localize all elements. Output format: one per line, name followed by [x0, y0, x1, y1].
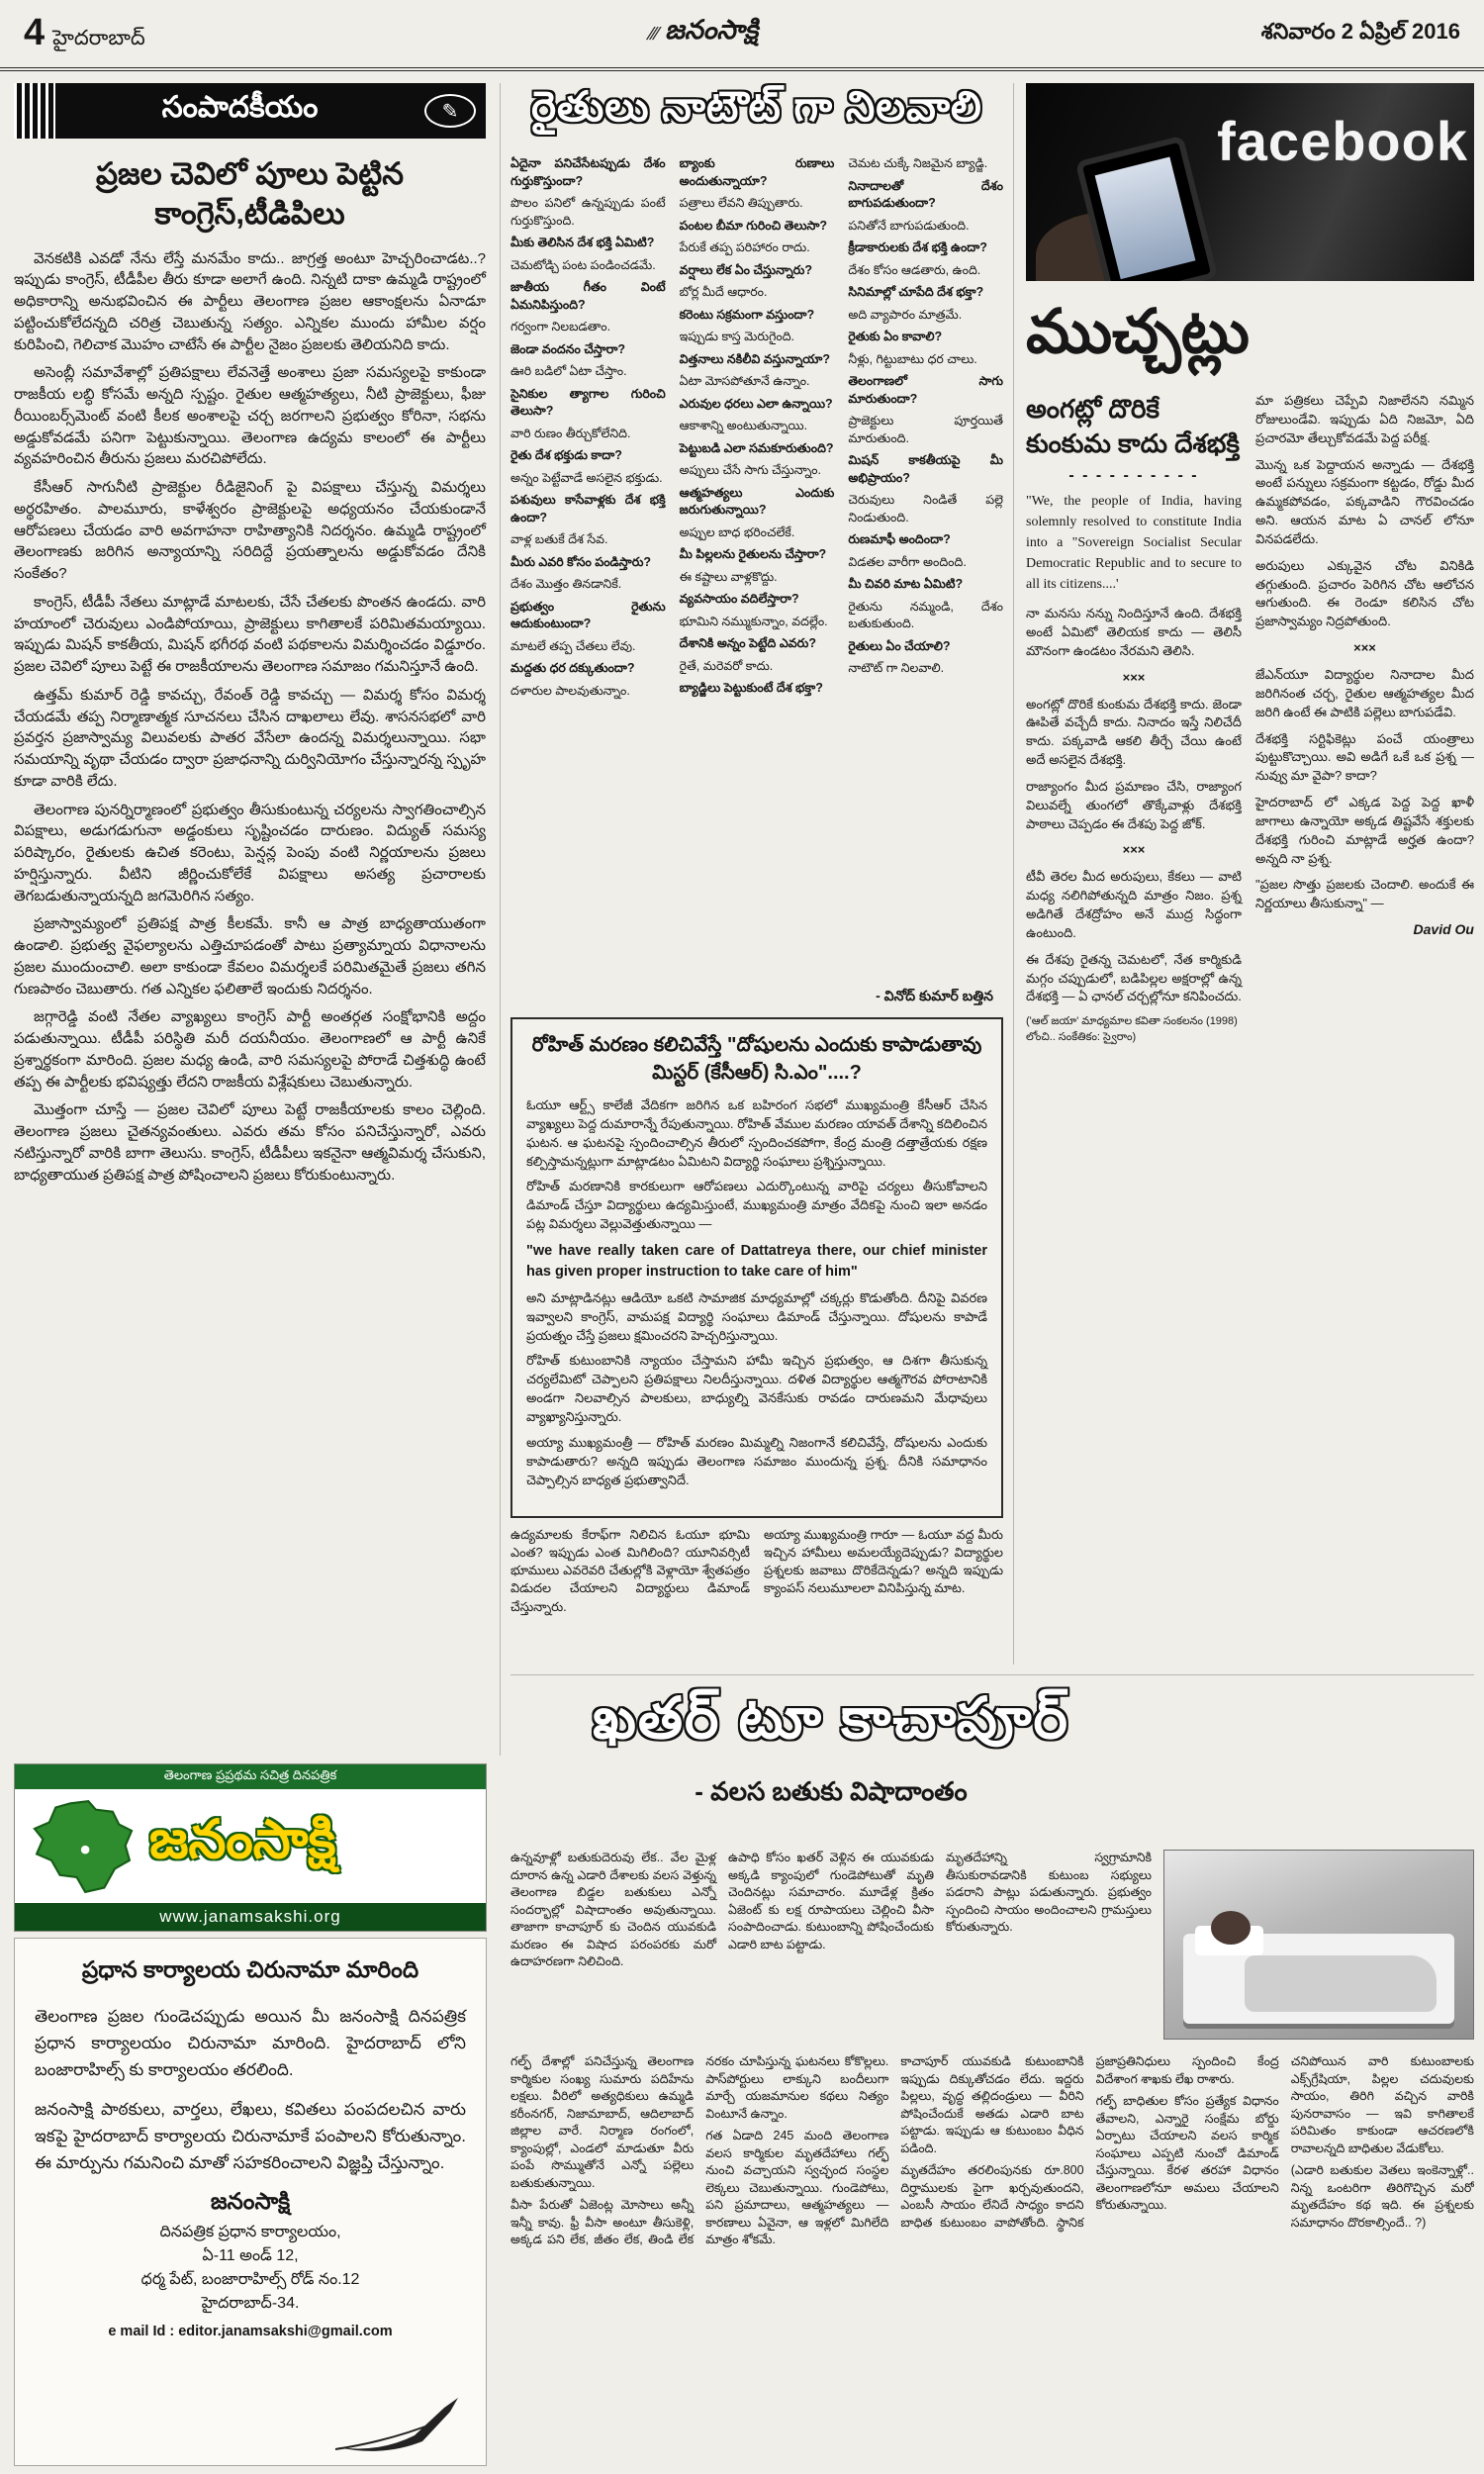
muchatlu-headline: ముచ్చట్లు [1026, 298, 1250, 366]
paragraph: పంటల బీమా గురించి తెలుసా? [679, 218, 828, 233]
paragraph: ××× [1353, 640, 1376, 656]
paragraph: హైదరాబాద్-34. [201, 2295, 300, 2313]
khatar-headline: ఖతర్ టూ కాచాపూర్ [593, 1686, 1069, 1751]
paragraph: జేఎన్‌యూ విద్యార్థుల నినాదాల మీద జరిగినంత చర్చ, రైతుల ఆత్మహత్యల మీద జరిగి ఉంటే ఈ పాటికి పల్లెలు బాగుపడేవి. [1255, 666, 1474, 719]
paragraph: ప్రాజెక్టులు పూర్తయితే మారుతుంది. [848, 414, 1003, 445]
paragraph: ధర్మ పేట్, బంజారాహిల్స్ రోడ్ నం.12 [140, 2271, 360, 2289]
paragraph: అంగట్లో దొరికే కుంకుమ దేశభక్తి కాదు. జెండా ఊపితే వచ్చేదీ కాదు. నినాదం ఇస్తే నిలిచేదీ కాదు. పక్కవాడి ఆకలి తీర్చే చేయి ఉంటే అదే అసలైన దేశభక్తి. [1026, 696, 1242, 768]
paragraph: దళారుల పాలవుతున్నాం. [510, 683, 630, 698]
muchatlu-column [1013, 83, 1474, 1665]
editorial-body [14, 248, 486, 1187]
page-edition [24, 12, 145, 55]
paragraph: సైనికుల త్యాగాల గురించి తెలుసా? [510, 386, 666, 418]
ad-logo-row [15, 1789, 486, 1903]
rohith-title: రోహిత్ మరణం కలిచివేస్తే "దోషులను ఎందుకు కాపాడుతావు మిస్టర్ (కేసీఆర్) సి.ఎం"....? [531, 1034, 982, 1084]
paragraph: దేశం కోసం ఆడతారు, ఉంది. [848, 262, 981, 277]
paragraph: విడతల వారీగా అందింది. [848, 554, 967, 569]
paragraph: వారి రుణం తీర్చుకోలేనిది. [510, 426, 631, 440]
paragraph: రోహిత్ మరణానికి కారకులుగా ఆరోపణలు ఎదుర్కొంటున్న వారిపై చర్యలు తీసుకోవాలని డిమాండ్ చేస్తూ విద్యార్థులు ఉద్యమిస్తుంటే, ముఖ్యమంత్రి మాత్రం వేదికపై నుంచి ఇలా అనడం పట్ల విమర్శలు వెల్లువెత్తుతున్నాయి — [526, 1179, 987, 1232]
paragraph: క్రీడాకారులకు దేశ భక్తి ఉందా? [848, 240, 987, 254]
paragraph: పెట్టుబడి ఎలా సమకూరుతుంది? [679, 440, 834, 455]
page-number: 4 [24, 12, 46, 53]
paragraph: బ్యాడ్జిలు పెట్టుకుంటే దేశ భక్తా? [679, 681, 823, 695]
paragraph: మిషన్ కాకతీయపై మీ అభిప్రాయం? [848, 453, 1003, 485]
paragraph: కాచాపూర్ యువకుడి కుటుంబానికి ఇప్పుడు దిక్కుతోచడం లేదు. ఇద్దరు పిల్లలు, వృద్ధ తల్లిదండ్రులు — వీరిని పోషించేందుకే అతడు ఎడారి బాట పట్టాడు. ఇప్పుడు ఆ కుటుంబం వీధిన పడింది. [900, 2054, 1084, 2155]
paragraph: అరుపులు ఎక్కువైన చోట వినికిడి తగ్గుతుంది. ప్రచారం పెరిగిన చోట ఆలోచన ఆగుతుంది. ఈ రెండూ కలిసిన చోట ప్రజాస్వామ్యం నిద్రపోతుంది. [1255, 557, 1474, 629]
ad-tagline: తెలంగాణ ప్రప్రథమ సచిత్ర దినపత్రిక [15, 1764, 486, 1789]
rohith-body-before [526, 1096, 987, 1234]
muchatlu-subhead: అంగట్లో దొరికే కుంకుమ కాదు దేశభక్తి [1026, 394, 1240, 459]
paragraph: టీవీ తెరల మీద అరుపులు, కేకలు — వాటి మధ్య నలిగిపోతున్నది మాత్రం నిజం. ప్రశ్న అడిగితే దేశద్రోహం అనే ముద్ర సిద్ధంగా ఉంటుంది. [1026, 869, 1242, 940]
fountain-pen-icon [329, 2392, 468, 2455]
editor-email[interactable]: e mail Id : editor.janamsakshi@gmail.com [108, 2324, 393, 2340]
paragraph: అసెంబ్లీ సమావేశాల్లో ప్రతిపక్షాలు లేవనెత్తే అంశాలు ప్రజా సమస్యలపై కాకుండా రాజకీయ లబ్ధి కోసమే అన్నది స్పష్టం. రైతుల ఆత్మహత్యలు, నీటి ప్రాజెక్టులు, ఫీజు రీయింబర్స్‌మెంట్ వంటి కీలక అంశాలపై చర్చ జరగాలని ప్రభుత్వం కోరినా, సభను అడ్డుకోవడమే పనిగా పెట్టుకున్నాయి. తెలంగాణ ఉద్యమ కాలంలో ఈ పార్టీలు వ్యవహరించిన తీరును ప్రజలు మరచిపోలేదు. [14, 364, 486, 468]
paragraph: రాజ్యాంగం మీద ప్రమాణం చేసి, రాజ్యాంగ విలువల్నే తుంగలో తొక్కేవాళ్లు దేశభక్తి పాఠాలు చెప్పడం ఈ దేశపు పెద్ద జోక్. [1026, 778, 1242, 831]
paragraph: ప్రజాస్వామ్యంలో ప్రతిపక్ష పాత్ర కీలకమే. కానీ ఆ పాత్ర బాధ్యతాయుతంగా ఉండాలి. ప్రభుత్వ వైఫల్యాలను ఎత్తిచూపడంతో పాటు ప్రత్యామ్నాయ విధానాలను ప్రజల ముందుంచాలి. అలా కాకుండా కేవలం విమర్శలకే పరిమితమైతే ప్రజలు తగిన గుణపాఠం చెబుతారు. గత ఎన్నికల ఫలితాలే ఇందుకు నిదర్శనం. [14, 915, 486, 998]
paragraph: రోహిత్ కుటుంబానికి న్యాయం చేస్తామని హామీ ఇచ్చిన ప్రభుత్వం, ఆ దిశగా తీసుకున్న చర్యలేమిటో చెప్పాలని ప్రతిపక్షాలు నిలదీస్తున్నాయి. దళిత విద్యార్థుల ఆత్మగౌరవ పోరాటానికి అండగా నిలవాల్సిన పాలకులు, బాధ్యుల్ని వెనకేసుకు రావడం దారుణమని మేధావులు వ్యాఖ్యానిస్తున్నారు. [526, 1353, 987, 1424]
page-header [0, 0, 1484, 71]
paragraph: వెనకటికి ఎవడో నేను లేస్తే మనమేం కాదు.. జాగ్రత్త అంటూ హెచ్చరించాడట..? ఇప్పుడు కాంగ్రెస్, టీడీపీల తీరు కూడా అలాగే ఉంది. నిన్నటి దాకా ఉమ్మడి రాష్ట్రంలో అధికారాన్ని అనుభవించిన ఈ పార్టీలు తెలంగాణ ప్రజల ఆకాంక్షలను ఏనాడూ పట్టించుకోలేదన్నది చరిత్ర చెబుతున్న సత్యం. ఎన్నికల ముందు హామీల వర్షం కురిపించి, గెలిచాక మొహం చాటేసే ఈ పార్టీల నైజం ప్రజలకు తెలియనిది కాదు. [14, 249, 486, 353]
muchatlu-left-footer: ('ఆల్ జయా' మాధ్యమాల కవితా సంకలనం (1998) లోంచి.. సంకేతికం: స్వైరాం) [1026, 1015, 1238, 1043]
phone-screen-shape [1095, 156, 1196, 279]
khatar-subtitle: - వలస బతుకు విషాదాంతం [695, 1776, 968, 1806]
edition-name: హైదరాబాద్ [52, 27, 145, 49]
farmers-headline: రైతులు నాటౌట్ గా నిలవాలి [531, 83, 982, 130]
blanket-shape [1245, 1955, 1436, 2012]
masthead-flourish-icon: /// [644, 23, 661, 44]
paragraph: కేసీఆర్ సాగునీటి ప్రాజెక్టుల రీడిజైనింగ్ పై విపక్షాలు చేస్తున్న విమర్శలు అర్థరహితం. పాలమూరు, కాళేశ్వరం ప్రాజెక్టులపై అధ్యయనం చేయకుండానే ఆరోపణలు చేయడం వారి అవగాహనా రాహిత్యానికి నిదర్శనం. ఉమ్మడి రాష్ట్రంలో తెలంగాణకు జరిగిన అన్యాయాన్ని సరిదిద్దే ప్రయత్నాలను అడ్డుకోవడం దేనికి సంకేతం? [14, 479, 486, 583]
muchatlu-columns [1026, 392, 1474, 1045]
paragraph: మీకు తెలిసిన దేశ భక్తి ఏమిటి? [510, 236, 655, 249]
paragraph: మీ పిల్లలను రైతులను చేస్తారా? [679, 547, 827, 561]
paragraph: నా మనసు నన్ను నిందిస్తూనే ఉంది. దేశభక్తి అంటే ఏమిటో తెలియక కాదు — తెలిసీ మౌనంగా ఉండటం నేరమని తెలిసి. [1026, 606, 1242, 658]
address-lines [35, 2221, 466, 2316]
paragraph: ఏ-11 అండ్ 12, [202, 2247, 299, 2265]
paragraph: నినాదాలతో దేశం బాగుపడుతుందా? [848, 178, 1003, 210]
paragraph: చనిపోయిన వారి కుటుంబాలకు ఎక్స్‌గ్రేషియా, పిల్లల చదువులకు సాయం, తిరిగి వచ్చిన వారికి పునరావాసం — ఇవి కాగితాలకే పరిమితం కాకుండా ఆచరణలోకి రావాలన్నది బాధితుల వేడుకోలు. [1290, 2054, 1474, 2155]
muchatlu-left-body [1026, 605, 1242, 1006]
paragraph: "ప్రజల సొత్తు ప్రజలకు చెందాలి. అందుకే ఈ నిర్ణయాలు తీసుకున్నా" — [1255, 877, 1474, 911]
paragraph: నీళ్లు, గిట్టుబాటు ధర చాలు. [848, 351, 977, 366]
paragraph: గర్వంగా నిలబడతాం. [510, 320, 611, 333]
paragraph: రుణమాఫీ అందిందా? [848, 532, 951, 546]
khatar-article [510, 1674, 1474, 2466]
paragraph: తెలంగాణలో సాగు మారుతుందా? [848, 374, 1003, 406]
paragraph: హైదరాబాద్ లో ఎక్కడ పెద్ద పెద్ద ఖాళీ జాగాలు ఉన్నాయో అక్కడ తిష్టవేసే శక్తులకు దేశభక్తి గురించి మాట్లాడే అర్హత ఉందా? అన్నది నా ప్రశ్న. [1255, 795, 1474, 866]
hospital-photo [1163, 1850, 1474, 2040]
paragraph: నాటౌట్ గా నిలవాలి. [848, 661, 945, 675]
paragraph: చెరువులు నిండితే పల్లె నిండుతుంది. [848, 493, 1003, 524]
paragraph: ఊరి బడిలో ఏటా చేస్తాం. [510, 364, 627, 378]
paragraph: ఓయూ ఆర్ట్స్ కాలేజీ వేదికగా జరిగిన ఒక బహిరంగ సభలో ముఖ్యమంత్రి కేసీఆర్ చేసిన వ్యాఖ్యలు పెద్ద దుమారాన్నే రేపుతున్నాయి. రోహిత్ వేముల మరణం యావత్ దేశాన్ని కదిలించిన ఘటన. ఆ ఘటనపై స్పందించాల్సిన తీరులో స్పందించకపోగా, కేంద్ర మంత్రి దత్తాత్రేయకు రక్షణ కల్పిస్తామన్నట్లుగా మాట్లాడటం ఏమిటని విద్యార్థి సంఘాలు ప్రశ్నిస్తున్నాయి. [526, 1097, 987, 1169]
patient-shape [1211, 1911, 1252, 1945]
paragraph: కరెంటు సక్రమంగా వస్తుందా? [679, 307, 815, 322]
rohith-continuation [510, 1526, 1003, 1670]
khatar-body-top [510, 1850, 1152, 2044]
paragraph: జెండా వందనం చేస్తారా? [510, 341, 626, 356]
paragraph: పొలం పనిలో ఉన్నప్పుడు పంటే గుర్తుకొస్తుంది. [510, 196, 666, 228]
paragraph: మాటలే తప్ప చేతలు లేవు. [510, 638, 636, 653]
paragraph: మద్దతు ధర దక్కుతుందా? [510, 661, 635, 675]
paragraph: చెమటోడ్చి పంట పండించడమే. [510, 257, 656, 272]
paragraph: రైతులు ఏం చేయాలి? [848, 638, 951, 653]
paragraph: మొత్తంగా చూస్తే — ప్రజల చెవిలో పూలు పెట్టే రాజకీయాలకు కాలం చెల్లింది. తెలంగాణ ప్రజలు చైతన్యవంతులు. ఎవరు తమ కోసం పనిచేస్తున్నారో, ఎవరు నటిస్తున్నారో వారికి బాగా తెలుసు. కాంగ్రెస్, టీడీపీలు ఇకనైనా ఆత్మవిమర్శ చేసుకుని, బాధ్యతాయుత ప్రతిపక్ష పాత్ర పోషించాలని ప్రజలు కోరుకుంటున్నారు. [14, 1101, 486, 1184]
paragraph: జాతీయ గీతం వింటే ఏమనిపిస్తుంది? [510, 280, 666, 312]
muchatlu-right-column [1255, 392, 1474, 1045]
paragraph: ఉన్నవూళ్లో బతుకుదెరువు లేక.. వేల మైళ్ల దూరాన ఉన్న ఎడారి దేశాలకు వలస వెళ్తున్న తెలంగాణ బిడ్డల బతుకులు ఎన్నో సందర్భాల్లో విషాదాంతం అవుతున్నాయి. తాజాగా కాచాపూర్ కు చెందిన యువకుడి మరణం ఈ విషాద పరంపరకు మరో ఉదాహరణగా నిలిచింది. [510, 1851, 716, 1968]
paragraph: అది వ్యాపారం మాత్రమే. [848, 307, 963, 322]
paragraph: బ్యాంకు రుణాలు అందుతున్నాయా? [679, 156, 835, 188]
masthead-title: జనంసాక్షి [665, 15, 759, 45]
paragraph: ఉద్యమాలకు కేరాఫ్‌గా నిలిచిన ఓయూ భూమి ఎంత? ఇప్పుడు ఎంత మిగిలింది? యూనివర్సిటీ భూములు ఎవరెవరి చేతుల్లోకి వెళ్లాయో శ్వేతపత్రం విడుదల చేయాలని విద్యార్థులు డిమాండ్ చేస్తున్నారు. [510, 1527, 750, 1614]
paragraph: జగ్గారెడ్డి వంటి నేతల వ్యాఖ్యలు కాంగ్రెస్ పార్టీ అంతర్గత సంక్షోభానికి అద్దం పడుతున్నాయి. టీడీపీ పరిస్థితి మరీ దయనీయం. తెలంగాణలో ఆ పార్టీ ఉనికే ప్రశ్నార్థకంగా మారింది. ప్రజల మధ్య ఉండి, వారి సమస్యలపై పోరాడే చిత్తశుద్ధి ఉంటే తప్ప ఈ పార్టీలకు భవిష్యత్తు లేదని రాజకీయ విశ్లేషకులు చెబుతున్నారు. [14, 1008, 486, 1091]
paragraph: వ్యవసాయం వదిలేస్తారా? [679, 592, 799, 606]
address-notice [14, 1938, 487, 2466]
editorial-section-label: సంపాదకీయం [161, 90, 319, 124]
paragraph: ఉత్తమ్ కుమార్ రెడ్డి కావచ్చు, రేవంత్ రెడ్డి కావచ్చు — విమర్శ కోసం విమర్శ చేయడమే తప్ప నిర్మాణాత్మక సూచనలు చేసిన దాఖలాలు లేవు. శాసనసభలో వారి ప్రవర్తన ప్రజాస్వామ్య విలువలకు పాతర వేసేలా ఉందన్న విమర్శలున్నాయి. సభా సమయాన్ని వృథా చేయడం ద్వారా ప్రజాధనాన్ని దుర్వినియోగం చేస్తున్నారన్న స్పృహ కూడా వారికి లేదు. [14, 686, 486, 790]
paragraph: ఆత్మహత్యలు ఎందుకు జరుగుతున్నాయి? [679, 485, 835, 517]
paragraph: వాళ్ల బతుకే దేశ సేవ. [510, 532, 608, 546]
pen-icon: ✎ [424, 94, 476, 128]
paragraph: అయ్యా ముఖ్యమంత్రి గారూ — ఓయూ వద్ద మీరు ఇచ్చిన హామీలు అమలయ్యేదెప్పుడు? విద్యార్థుల ప్రశ్నలకు జవాబు దొరికేదెన్నడు? అన్నది ఇప్పుడు క్యాంపస్ నలుమూలలా వినిపిస్తున్న మాట. [764, 1527, 1003, 1596]
address-body [35, 2003, 466, 2176]
paragraph: పశువులు కాసేవాళ్లకు దేశ భక్తి ఉందా? [510, 493, 666, 524]
paragraph: విత్తనాలు నకిలీవి వస్తున్నాయా? [679, 351, 831, 366]
farmers-article [510, 83, 1003, 1011]
khatar-body-bottom [510, 2053, 1474, 2459]
paragraph: ఎరువుల ధరలు ఎలా ఉన్నాయి? [679, 396, 833, 411]
paragraph: రైతు దేశ భక్తుడు కాదా? [510, 448, 622, 462]
paragraph: అన్నం పెట్టేవాడే అసలైన భక్తుడు. [510, 470, 663, 485]
rohith-english-quote: "we have really taken care of Dattatreya there, our chief minister has given proper instruction to take care of him" [526, 1242, 987, 1280]
khatar-headline-block [510, 1685, 1152, 1813]
paragraph: ××× [1122, 842, 1146, 858]
paragraph: మృతదేహం తరలింపునకు రూ.800 దిర్హాములకు పైగా ఖర్చవుతుందని, ఎంబసీ సాయం లేనిదే సాధ్యం కాదని బాధిత కుటుంబం వాపోతోంది. స్థానిక ప్రజాప్రతినిధులు స్పందించి కేంద్ర విదేశాంగ శాఖకు లేఖ రాశారు. [900, 2054, 1279, 2230]
paragraph: అయ్యా ముఖ్యమంత్రీ — రోహిత్ మరణం మిమ్మల్ని నిజంగానే కలిచివేస్తే, దోషులను ఎందుకు కాపాడుతారు? అన్నది ఇప్పుడు తెలంగాణ సమాజం ముందున్న ప్రశ్న. దీనికి సమాధానం చెప్పాల్సిన బాధ్యత ప్రభుత్వానిదే. [526, 1434, 987, 1487]
paragraph: మీరు ఎవరి కోసం పండిస్తారు? [510, 554, 652, 569]
paragraph: (ఎడారి బతుకుల వెతలు ఇంకెన్నాళ్లో.. నిన్న ఒంటరిగా తిరిగొచ్చిన మరో మృతదేహం కథ ఇది. ఈ ప్రశ్నలకు సమాధానం దొరకాల్సిందే.. ?) [1290, 2163, 1474, 2230]
paragraph: మొన్న ఒక పెద్దాయన అన్నాడు — దేశభక్తి అంటే పన్నులు సక్రమంగా కట్టడం, రోడ్డు మీద ఉమ్మకపోవడం, పక్కవాడిని గౌరవించడం అని. ఆయన మాట ఏ చానల్ లోనూ వినపడలేదు. [1255, 456, 1474, 546]
paragraph: గల్ఫ్ బాధితుల కోసం ప్రత్యేక విధానం తేవాలని, ఎన్నారై సంక్షేమ బోర్డు ఏర్పాటు చేయాలని వలస కార్మిక సంఘాలు ఎప్పటి నుంచో డిమాండ్ చేస్తున్నాయి. కేరళ తరహా విధానం తెలంగాణలోనూ అమలు చేయాలని కోరుతున్నాయి. [1095, 2094, 1279, 2212]
paragraph: ఉపాధి కోసం ఖతర్ వెళ్లిన ఈ యువకుడు అక్కడి క్యాంపులో గుండెపోటుతో మృతి చెందినట్లు సమాచారం. మూడేళ్ల క్రితం ఏజెంట్ కు లక్ష రూపాయలు చెల్లించి వీసా సంపాదించాడు. కుటుంబాన్ని పోషించేందుకు ఎడారి బాట పట్టాడు. [728, 1851, 934, 1951]
editorial-section-header [14, 83, 486, 139]
telangana-map-icon [25, 1799, 141, 1894]
dashed-divider: - - - - - - - - - - [1068, 467, 1199, 485]
farmers-byline: - వినోద్ కుమార్ బత్తిన [872, 986, 997, 1009]
paragraph: మృతదేహాన్ని స్వగ్రామానికి తీసుకురావడానికి కుటుంబ సభ్యులు పడరాని పాట్లు పడుతున్నారు. ప్రభుత్వం స్పందించి సాయం అందించాలని గ్రామస్తులు కోరుతున్నారు. [946, 1851, 1152, 1934]
barcode-stripes-icon [14, 83, 55, 139]
muchatlu-signoff: David Ou [1413, 921, 1474, 938]
paragraph: ఆకాశాన్ని అంటుతున్నాయి. [679, 419, 808, 432]
facebook-photo [1026, 83, 1474, 281]
paragraph: బోర్ల మీదే ఆధారం. [679, 285, 768, 299]
paragraph: భూమిని నమ్ముకున్నాం, వదల్లేం. [679, 614, 828, 628]
address-org-name: జనంసాక్షి [210, 2188, 291, 2215]
facebook-wordmark: facebook [1217, 110, 1468, 172]
muchatlu-right-body [1255, 392, 1474, 913]
issue-date: శనివారం 2 ఏప్రిల్ 2016 [1260, 18, 1460, 44]
paragraph: ××× [1122, 669, 1146, 685]
paragraph: వర్షాలు లేక ఏం చేస్తున్నారు? [679, 262, 813, 277]
paragraph: చెమట చుక్కే నిజమైన బ్యాడ్జి. [848, 156, 988, 170]
janamsakshi-ad [14, 1763, 487, 1932]
editorial-headline: ప్రజల చెవిలో పూలు పెట్టిన కాంగ్రెస్,టీడిపిలు [95, 156, 405, 232]
paragraph: ఇప్పుడు కాస్త మెరుగైంది. [679, 330, 795, 343]
paragraph: పేరుకే తప్ప పరిహారం రాదు. [679, 240, 810, 254]
paragraph: గల్ఫ్ దేశాల్లో పనిచేస్తున్న తెలంగాణ కార్మికుల సంఖ్య సుమారు పదిహేను లక్షలు. వీరిలో అత్యధికులు ఉమ్మడి కరీంనగర్, నిజామాబాద్, ఆదిలాబాద్ జిల్లాల వారే. నిర్మాణ రంగంలో, క్యాంపుల్లో, ఎండలో మాడుతూ వీరు పంపే సొమ్ముతోనే ఎన్నో పల్లెలు బతుకుతున్నాయి. [510, 2054, 695, 2190]
paragraph: కాంగ్రెస్, టీడీపీ నేతలు మాట్లాడే మాటలకు, చేసే చేతలకు పొంతన ఉండదు. వారి హయాంలో చెరువులు ఎండిపోయాయి, ప్రాజెక్టులు కాగితాలకే పరిమితమయ్యాయి. ఇప్పుడు మిషన్ కాకతీయ, మిషన్ భగీరథ వంటి పథకాలను విమర్శించడం విడ్డూరం. ప్రజల చెవిలో పూలు పెట్టే ఈ రాజకీయాలను తెలంగాణ సమాజం గమనిస్తూనే ఉంది. [14, 593, 486, 676]
paragraph: ఈ కష్టాలు వాళ్లకొద్దు. [679, 569, 778, 584]
website-url[interactable]: www.janamsakshi.org [15, 1903, 486, 1931]
paragraph: మా పత్రికలు చెప్పేవి నిజాలేనని నమ్మిన రోజులుండేవి. ఇప్పుడు ఏది నిజమో, ఏది ప్రచారమో తేల్చుకోవడమే పెద్ద పరీక్ష. [1255, 393, 1474, 445]
address-heading: ప్రధాన కార్యాలయ చిరునామా మారింది [81, 1956, 419, 1982]
editorial-column [14, 83, 501, 1756]
masthead [644, 15, 759, 52]
paragraph: తెలంగాణ పునర్నిర్మాణంలో ప్రభుత్వం తీసుకుంటున్న చర్యలను స్వాగతించాల్సిన విపక్షాలు, అడుగడుగునా అడ్డంకులు సృష్టించడం దారుణం. విద్యుత్ సమస్య పరిష్కారం, రైతులకు ఉచిత కరెంటు, పెన్షన్ల పెంపు వంటి నిర్ణయాలను ప్రజలు హర్షిస్తున్నారు. వీటిని జీర్ణించుకోలేకే విపక్షాలు అసత్య ప్రచారాలకు తెగబడుతున్నాయన్నది జగమెరిగిన సత్యం. [14, 801, 486, 904]
paragraph: రైతును నమ్మండి, దేశం బతుకుతుంది. [848, 599, 1003, 630]
paragraph: దేశభక్తి సర్టిఫికెట్లు పంచే యంత్రాలు పుట్టుకొచ్చాయి. అవి అడిగే ఒకే ఒక ప్రశ్న — నువ్వు మా వైపా? కాదా? [1255, 730, 1474, 784]
paragraph: దినపత్రిక ప్రధాన కార్యాలయం, [159, 2224, 341, 2241]
paragraph: వీసా పేరుతో ఏజెంట్ల మోసాలు అన్నీ ఇన్నీ కావు. ఫ్రీ వీసా అంటూ తీసుకెళ్లి, అక్కడ పని లేక, జీతం లేక, తిండి లేక నరకం చూపిస్తున్న ఘటనలు కోకొల్లలు. పాస్‌పోర్టులు లాక్కుని బందీలుగా మార్చే యజమానుల కథలు నిత్యం వింటూనే ఉన్నాం. [510, 2054, 889, 2246]
paragraph: ప్రభుత్వం రైతును ఆదుకుంటుందా? [510, 599, 666, 630]
paragraph: ఏటా మోసపోతూనే ఉన్నాం. [679, 374, 810, 388]
paragraph: అప్పులు చేసే సాగు చేస్తున్నాం. [679, 463, 821, 477]
paragraph: ఈ దేశపు రైతన్న చెమటలో, నేత కార్మికుడి మగ్గం చప్పుడులో, బడిపిల్లల అక్షరాల్లో ఉన్న దేశభక్తి — ఏ ఛానల్ చర్చల్లోనూ కనిపించదు. [1026, 951, 1242, 1004]
paragraph: ఏదైనా పనిచేసేటప్పుడు దేశం గుర్తుకొస్తుందా? [510, 156, 666, 188]
paragraph: జనంసాక్షి పాఠకులు, వార్తలు, లేఖలు, కవితలు పంపదలచిన వారు ఇకపై హైదరాబాద్ కార్యాలయ చిరునామాకే పంపాలని కోరుతున్నాం. ఈ మార్పును గమనించి మాతో సహకరించాలని విజ్ఞప్తి చేస్తున్నాం. [35, 2099, 466, 2172]
rohith-body-after [526, 1289, 987, 1489]
paragraph: పనితోనే బాగుపడుతుంది. [848, 218, 970, 233]
muchatlu-left-column [1026, 392, 1242, 1045]
paragraph: దేశానికి అన్నం పెట్టేది ఎవరు? [679, 636, 816, 650]
paragraph: సినిమాల్లో చూపేది దేశ భక్తా? [848, 285, 984, 299]
paragraph: గత ఏడాది 245 మంది తెలంగాణ వలస కార్మికుల మృతదేహాలు గల్ఫ్ నుంచి వచ్చాయని స్వచ్ఛంద సంస్థల లెక్కలు చెబుతున్నాయి. గుండెపోటు, పని ప్రమాదాలు, ఆత్మహత్యలు — కారణాలు ఏవైనా, ఆ ఇళ్లలో మిగిలేది మాత్రం శోకమే. [705, 2129, 889, 2246]
paragraph: మీ చివరి మాట ఏమిటి? [848, 577, 964, 591]
rohith-box-article [510, 1017, 1003, 1518]
paragraph: దేశం మొత్తం తినడానికే. [510, 577, 622, 591]
paragraph: అప్పుల బాధ భరించలేకే. [679, 524, 795, 539]
ad-logo-text: జనంసాక్షి [149, 1809, 336, 1869]
farmers-qa-body [510, 155, 1003, 987]
paragraph: తెలంగాణ ప్రజల గుండెచప్పుడు అయిన మీ జనంసాక్షి దినపత్రిక ప్రధాన కార్యాలయం చిరునామా మారింది. హైదరాబాద్ లోని బంజారాహిల్స్ కు కార్యాలయం తరలింది. [35, 2007, 466, 2080]
paragraph: రైతుకు ఏం కావాలి? [848, 330, 943, 343]
paragraph: రైతే, మరెవరో కాదు. [679, 658, 774, 673]
constitution-quote: "We, the people of India, having solemnly resolved to constitute India into a "Sovereign Socialist Secular Democratic Republic and to secure to all its citizens....' [1026, 494, 1242, 593]
paragraph: అని మాట్లాడినట్లు ఆడియో ఒకటి సామాజిక మాధ్యమాల్లో చక్కర్లు కొడుతోంది. దీనిపై వివరణ ఇవ్వాలని కాంగ్రెస్, వామపక్ష విద్యార్థి సంఘాలు డిమాండ్ చేస్తున్నాయి. దోషులను కాపాడే ప్రయత్నం చేస్తే ప్రజలు క్షమించరని హెచ్చరిస్తున్నాయి. [526, 1289, 987, 1343]
paragraph: పత్రాలు లేవని తిప్పుతారు. [679, 196, 803, 210]
